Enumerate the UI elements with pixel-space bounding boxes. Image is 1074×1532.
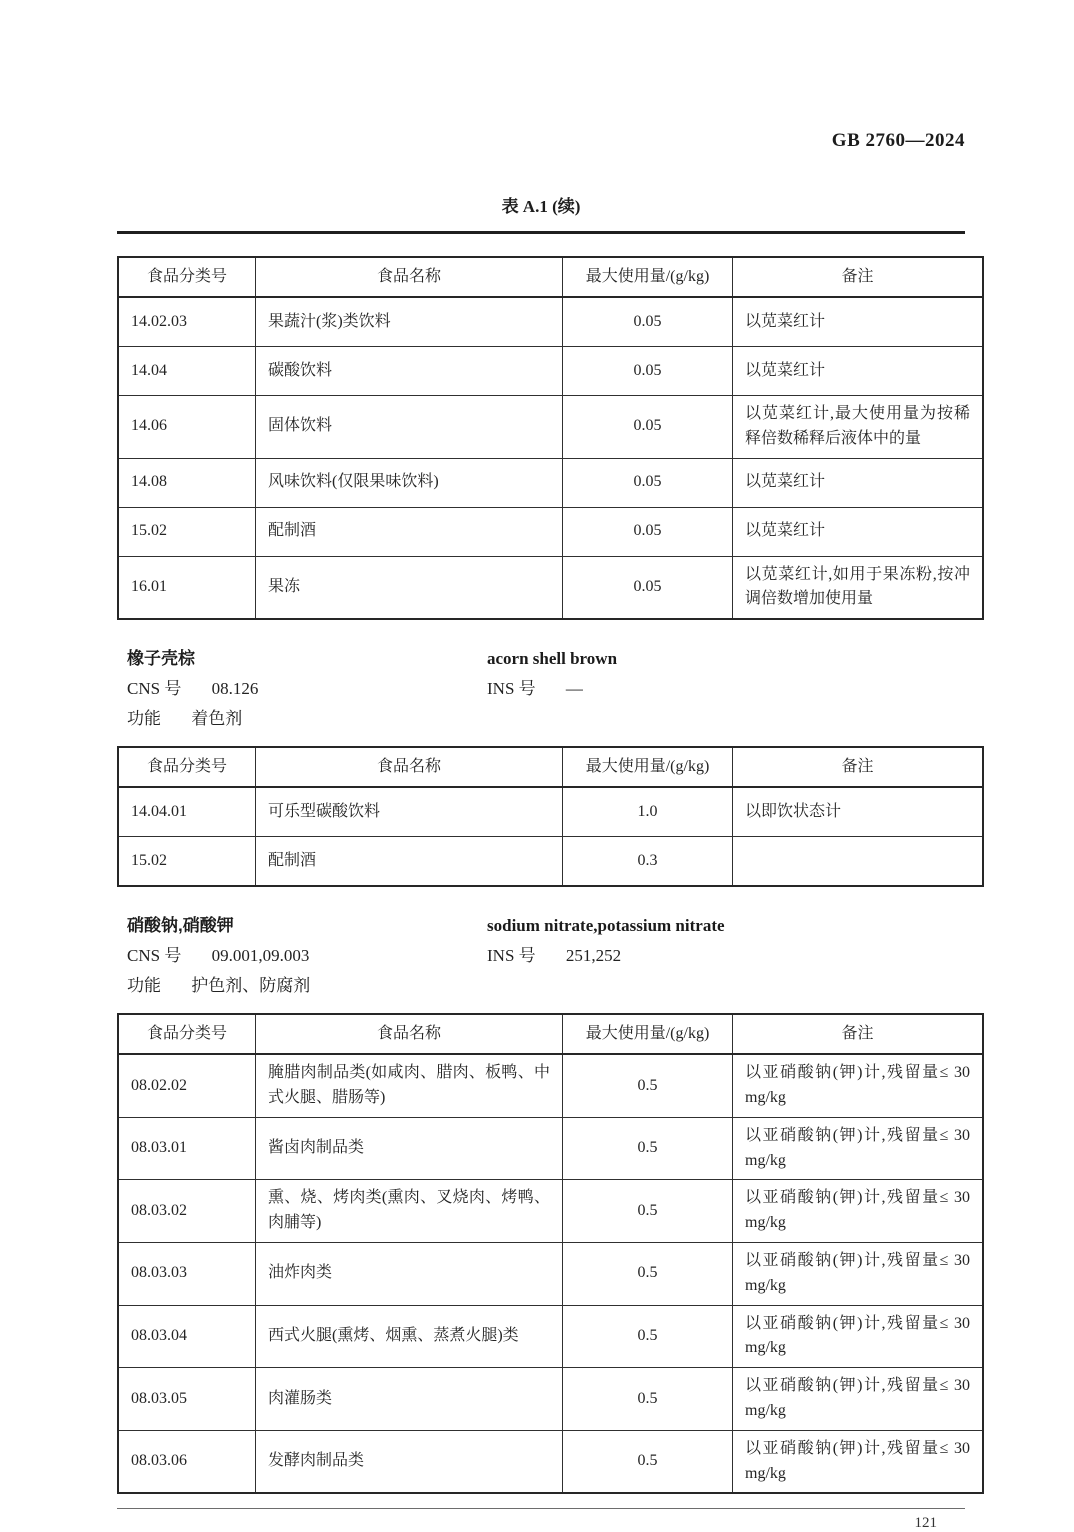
table-row [118,297,983,347]
function-value: 护色剂、防腐剂 [191,976,311,996]
table-row [118,1242,983,1305]
cell-category-code: 08.03.01 [118,1117,256,1180]
cell-food-name: 果冻 [256,556,563,619]
cell-food-name: 西式火腿(熏烤、烟熏、蒸煮火腿)类 [256,1305,563,1368]
cell-max-usage: 0.05 [563,396,733,459]
cell-max-usage: 0.05 [563,556,733,619]
additive-name-row [127,644,955,674]
cell-remark: 以苋菜红计 [733,347,984,396]
cell-category-code: 08.03.03 [118,1242,256,1305]
additive-name-en: acorn shell brown [487,649,618,669]
cell-remark: 以苋菜红计,最大使用量为按稀释倍数稀释后液体中的量 [733,396,984,459]
cns-entry [127,941,487,971]
additive-function-row [127,971,955,1001]
cell-max-usage: 0.5 [563,1430,733,1493]
col-header-max-usage: 最大使用量/(g/kg) [563,747,733,787]
cell-remark: 以亚硝酸钠(钾)计,残留量≤ 30 mg/kg [733,1054,984,1117]
cell-max-usage: 0.5 [563,1117,733,1180]
cell-remark: 以亚硝酸钠(钾)计,残留量≤ 30 mg/kg [733,1430,984,1493]
cell-category-code: 08.02.02 [118,1054,256,1117]
function-value: 着色剂 [191,709,243,729]
function-entry [127,704,487,734]
cell-food-name: 果蔬汁(浆)类饮料 [256,297,563,347]
cell-food-name: 发酵肉制品类 [256,1430,563,1493]
usage-table-continued [117,256,984,620]
cns-label: CNS 号 [127,679,182,699]
cell-category-code: 14.08 [118,458,256,507]
additive-function-row [127,704,955,734]
cell-remark [733,837,984,887]
additive-name-zh: 橡子壳棕 [127,649,195,669]
table-row [118,556,983,619]
cell-food-name: 酱卤肉制品类 [256,1117,563,1180]
ins-label: INS 号 [487,679,536,699]
table-title: 表 A.1 (续) [501,197,581,216]
cell-max-usage: 0.05 [563,347,733,396]
additive-id-row [127,674,955,704]
table-row [118,458,983,507]
col-header-food-name: 食品名称 [256,257,563,297]
cell-max-usage: 0.3 [563,837,733,887]
table-row [118,396,983,459]
cell-remark: 以即饮状态计 [733,787,984,837]
ins-value: 251,252 [565,946,622,966]
cell-food-name: 油炸肉类 [256,1242,563,1305]
cns-label: CNS 号 [127,946,182,966]
page-number: 121 [914,1515,937,1532]
col-header-category-code: 食品分类号 [118,257,256,297]
cell-category-code: 14.06 [118,396,256,459]
cell-remark: 以亚硝酸钠(钾)计,残留量≤ 30 mg/kg [733,1117,984,1180]
cell-category-code: 16.01 [118,556,256,619]
cell-remark: 以苋菜红计,如用于果冻粉,按冲调倍数增加使用量 [733,556,984,619]
cell-food-name: 肉灌肠类 [256,1368,563,1431]
cell-category-code: 15.02 [118,507,256,556]
cell-remark: 以亚硝酸钠(钾)计,残留量≤ 30 mg/kg [733,1368,984,1431]
function-entry [127,971,487,1001]
table-row [118,347,983,396]
table-header-row [118,1014,983,1054]
cell-category-code: 08.03.06 [118,1430,256,1493]
function-label: 功能 [127,976,161,996]
cell-max-usage: 0.5 [563,1180,733,1243]
cell-remark: 以苋菜红计 [733,507,984,556]
table-row [118,787,983,837]
table-row [118,1368,983,1431]
standard-number: GB 2760—2024 [831,130,965,151]
table-row [118,507,983,556]
cns-entry [127,674,487,704]
additive-name-zh: 硝酸钠,硝酸钾 [127,916,234,936]
usage-table-nitrates [117,1013,984,1494]
table-header-row [118,257,983,297]
cell-category-code: 08.03.05 [118,1368,256,1431]
table-row [118,1117,983,1180]
cell-max-usage: 0.5 [563,1368,733,1431]
cell-food-name: 固体饮料 [256,396,563,459]
cell-max-usage: 0.5 [563,1054,733,1117]
cell-food-name: 风味饮料(仅限果味饮料) [256,458,563,507]
additive-section-nitrates [127,911,955,1001]
cell-max-usage: 0.5 [563,1242,733,1305]
footer-rule [117,1508,965,1509]
cell-remark: 以苋菜红计 [733,297,984,347]
col-header-remark: 备注 [733,747,984,787]
cell-category-code: 14.04 [118,347,256,396]
ins-entry [487,674,955,704]
col-header-category-code: 食品分类号 [118,1014,256,1054]
cell-max-usage: 0.05 [563,507,733,556]
cell-max-usage: 1.0 [563,787,733,837]
col-header-remark: 备注 [733,1014,984,1054]
cell-food-name: 熏、烧、烤肉类(熏肉、叉烧肉、烤鸭、肉脯等) [256,1180,563,1243]
ins-label: INS 号 [487,946,536,966]
col-header-category-code: 食品分类号 [118,747,256,787]
col-header-max-usage: 最大使用量/(g/kg) [563,257,733,297]
additive-section-acorn-shell-brown [127,644,955,734]
cell-food-name: 可乐型碳酸饮料 [256,787,563,837]
cell-food-name: 碳酸饮料 [256,347,563,396]
table-row [118,1430,983,1493]
cell-food-name: 配制酒 [256,507,563,556]
cell-category-code: 14.04.01 [118,787,256,837]
cell-remark: 以亚硝酸钠(钾)计,残留量≤ 30 mg/kg [733,1242,984,1305]
col-header-remark: 备注 [733,257,984,297]
table-row [118,1305,983,1368]
additive-name-en: sodium nitrate,potassium nitrate [487,916,725,936]
table-row [118,837,983,887]
ins-value: — [565,679,583,699]
cell-category-code: 08.03.04 [118,1305,256,1368]
cell-max-usage: 0.05 [563,458,733,507]
cell-remark: 以亚硝酸钠(钾)计,残留量≤ 30 mg/kg [733,1305,984,1368]
cell-food-name: 腌腊肉制品类(如咸肉、腊肉、板鸭、中式火腿、腊肠等) [256,1054,563,1117]
table-header-row [118,747,983,787]
cns-value: 09.001,09.003 [211,946,310,966]
table-row [118,1180,983,1243]
additive-name-row [127,911,955,941]
col-header-max-usage: 最大使用量/(g/kg) [563,1014,733,1054]
cell-remark: 以苋菜红计 [733,458,984,507]
cell-category-code: 14.02.03 [118,297,256,347]
table-row [118,1054,983,1117]
col-header-food-name: 食品名称 [256,1014,563,1054]
ins-entry [487,941,955,971]
cell-category-code: 15.02 [118,837,256,887]
col-header-food-name: 食品名称 [256,747,563,787]
cell-food-name: 配制酒 [256,837,563,887]
cell-max-usage: 0.5 [563,1305,733,1368]
cns-value: 08.126 [211,679,259,699]
cell-max-usage: 0.05 [563,297,733,347]
cell-remark: 以亚硝酸钠(钾)计,残留量≤ 30 mg/kg [733,1180,984,1243]
function-label: 功能 [127,709,161,729]
page-content [117,0,970,1532]
cell-category-code: 08.03.02 [118,1180,256,1243]
top-rule [117,231,965,234]
additive-id-row [127,941,955,971]
usage-table-acorn-shell-brown [117,746,984,887]
